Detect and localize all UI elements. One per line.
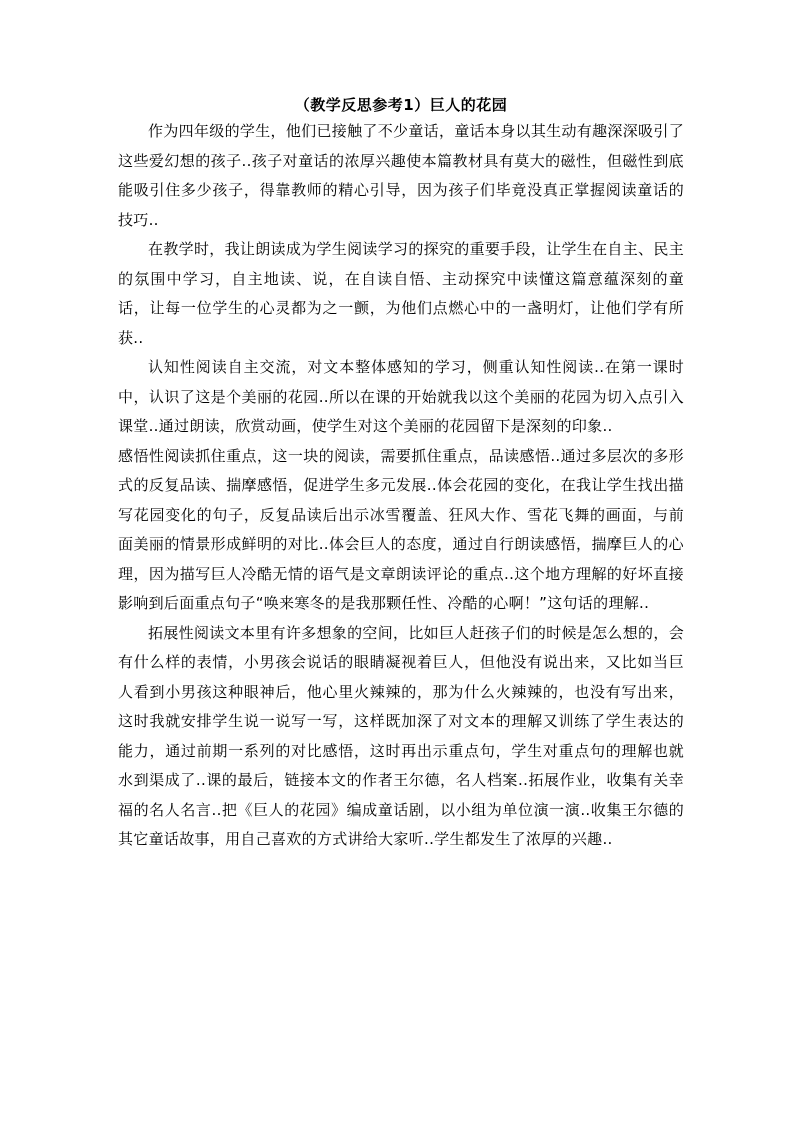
paragraph-extended-reading: 拓展性阅读文本里有许多想象的空间，比如巨人赶孩子们的时候是怎么想的，会有什么样的表情，小男孩会说话的眼睛凝视着巨人，但他没有说出来，又比如当巨人看到小男孩这种眼神后，他心里火辣辣的，那为什么火辣辣的，也没有写出来，这时我就安排学生说一说写一写，这样既加深了对文本的理解又训练了学生表达的能力，通过前期一系列的对比感悟，这时再出示重点句，学生对重点句的理解也就水到渠成了..课的最后，链接本文的作者王尔德，名人档案..拓展作业，收集有关幸福的名人名言..把《巨人的花园》编成童话剧，以小组为单位演一演..收集王尔德的其它童话故事，用自己喜欢的方式讲给大家听..学生都发生了浓厚的兴趣.. bbox=[118, 623, 684, 848]
paragraph-perceptive-reading: 感悟性阅读抓住重点，这一块的阅读，需要抓住重点，品读感悟..通过多层次的多形式的反复品读、揣摩感悟，促进学生多元发展..体会花园的变化，在我让学生找出描写花园变化的句子，反复品读后出示冰雪覆盖、狂风大作、雪花飞舞的画面，与前面美丽的情景形成鲜明的对比..体会巨人的态度，通过自行朗读感悟，揣摩巨人的心理，因为描写巨人冷酷无情的语气是文章朗读评论的重点..这个地方理解的好坏直接影响到后面重点句子“唤来寒冬的是我那颗任性、冷酷的心啊！”这句话的理解.. bbox=[118, 446, 684, 612]
paragraph-cognitive-reading: 认知性阅读自主交流，对文本整体感知的学习，侧重认知性阅读..在第一课时中，认识了这是个美丽的花园..所以在课的开始就我以这个美丽的花园为切入点引入课堂..通过朗读，欣赏动画，使学生对这个美丽的花园留下是深刻的印象.. bbox=[118, 358, 684, 435]
document-page bbox=[118, 95, 684, 855]
document-title: （教学反思参考1）巨人的花园 bbox=[294, 96, 508, 114]
paragraph-teaching: 在教学时，我让朗读成为学生阅读学习的探究的重要手段，让学生在自主、民主的氛围中学习，自主地读、说，在自读自悟、主动探究中读懂这篇意蕴深刻的童话，让每一位学生的心灵都为之一颤，为他们点燃心中的一盏明灯，让他们学有所获.. bbox=[118, 240, 684, 347]
paragraph-intro: 作为四年级的学生，他们已接触了不少童话，童话本身以其生动有趣深深吸引了这些爱幻想的孩子..孩子对童话的浓厚兴趣使本篇教材具有莫大的磁性，但磁性到底能吸引住多少孩子，得靠教师的精心引导，因为孩子们毕竟没真正掌握阅读童话的技巧.. bbox=[118, 122, 684, 229]
